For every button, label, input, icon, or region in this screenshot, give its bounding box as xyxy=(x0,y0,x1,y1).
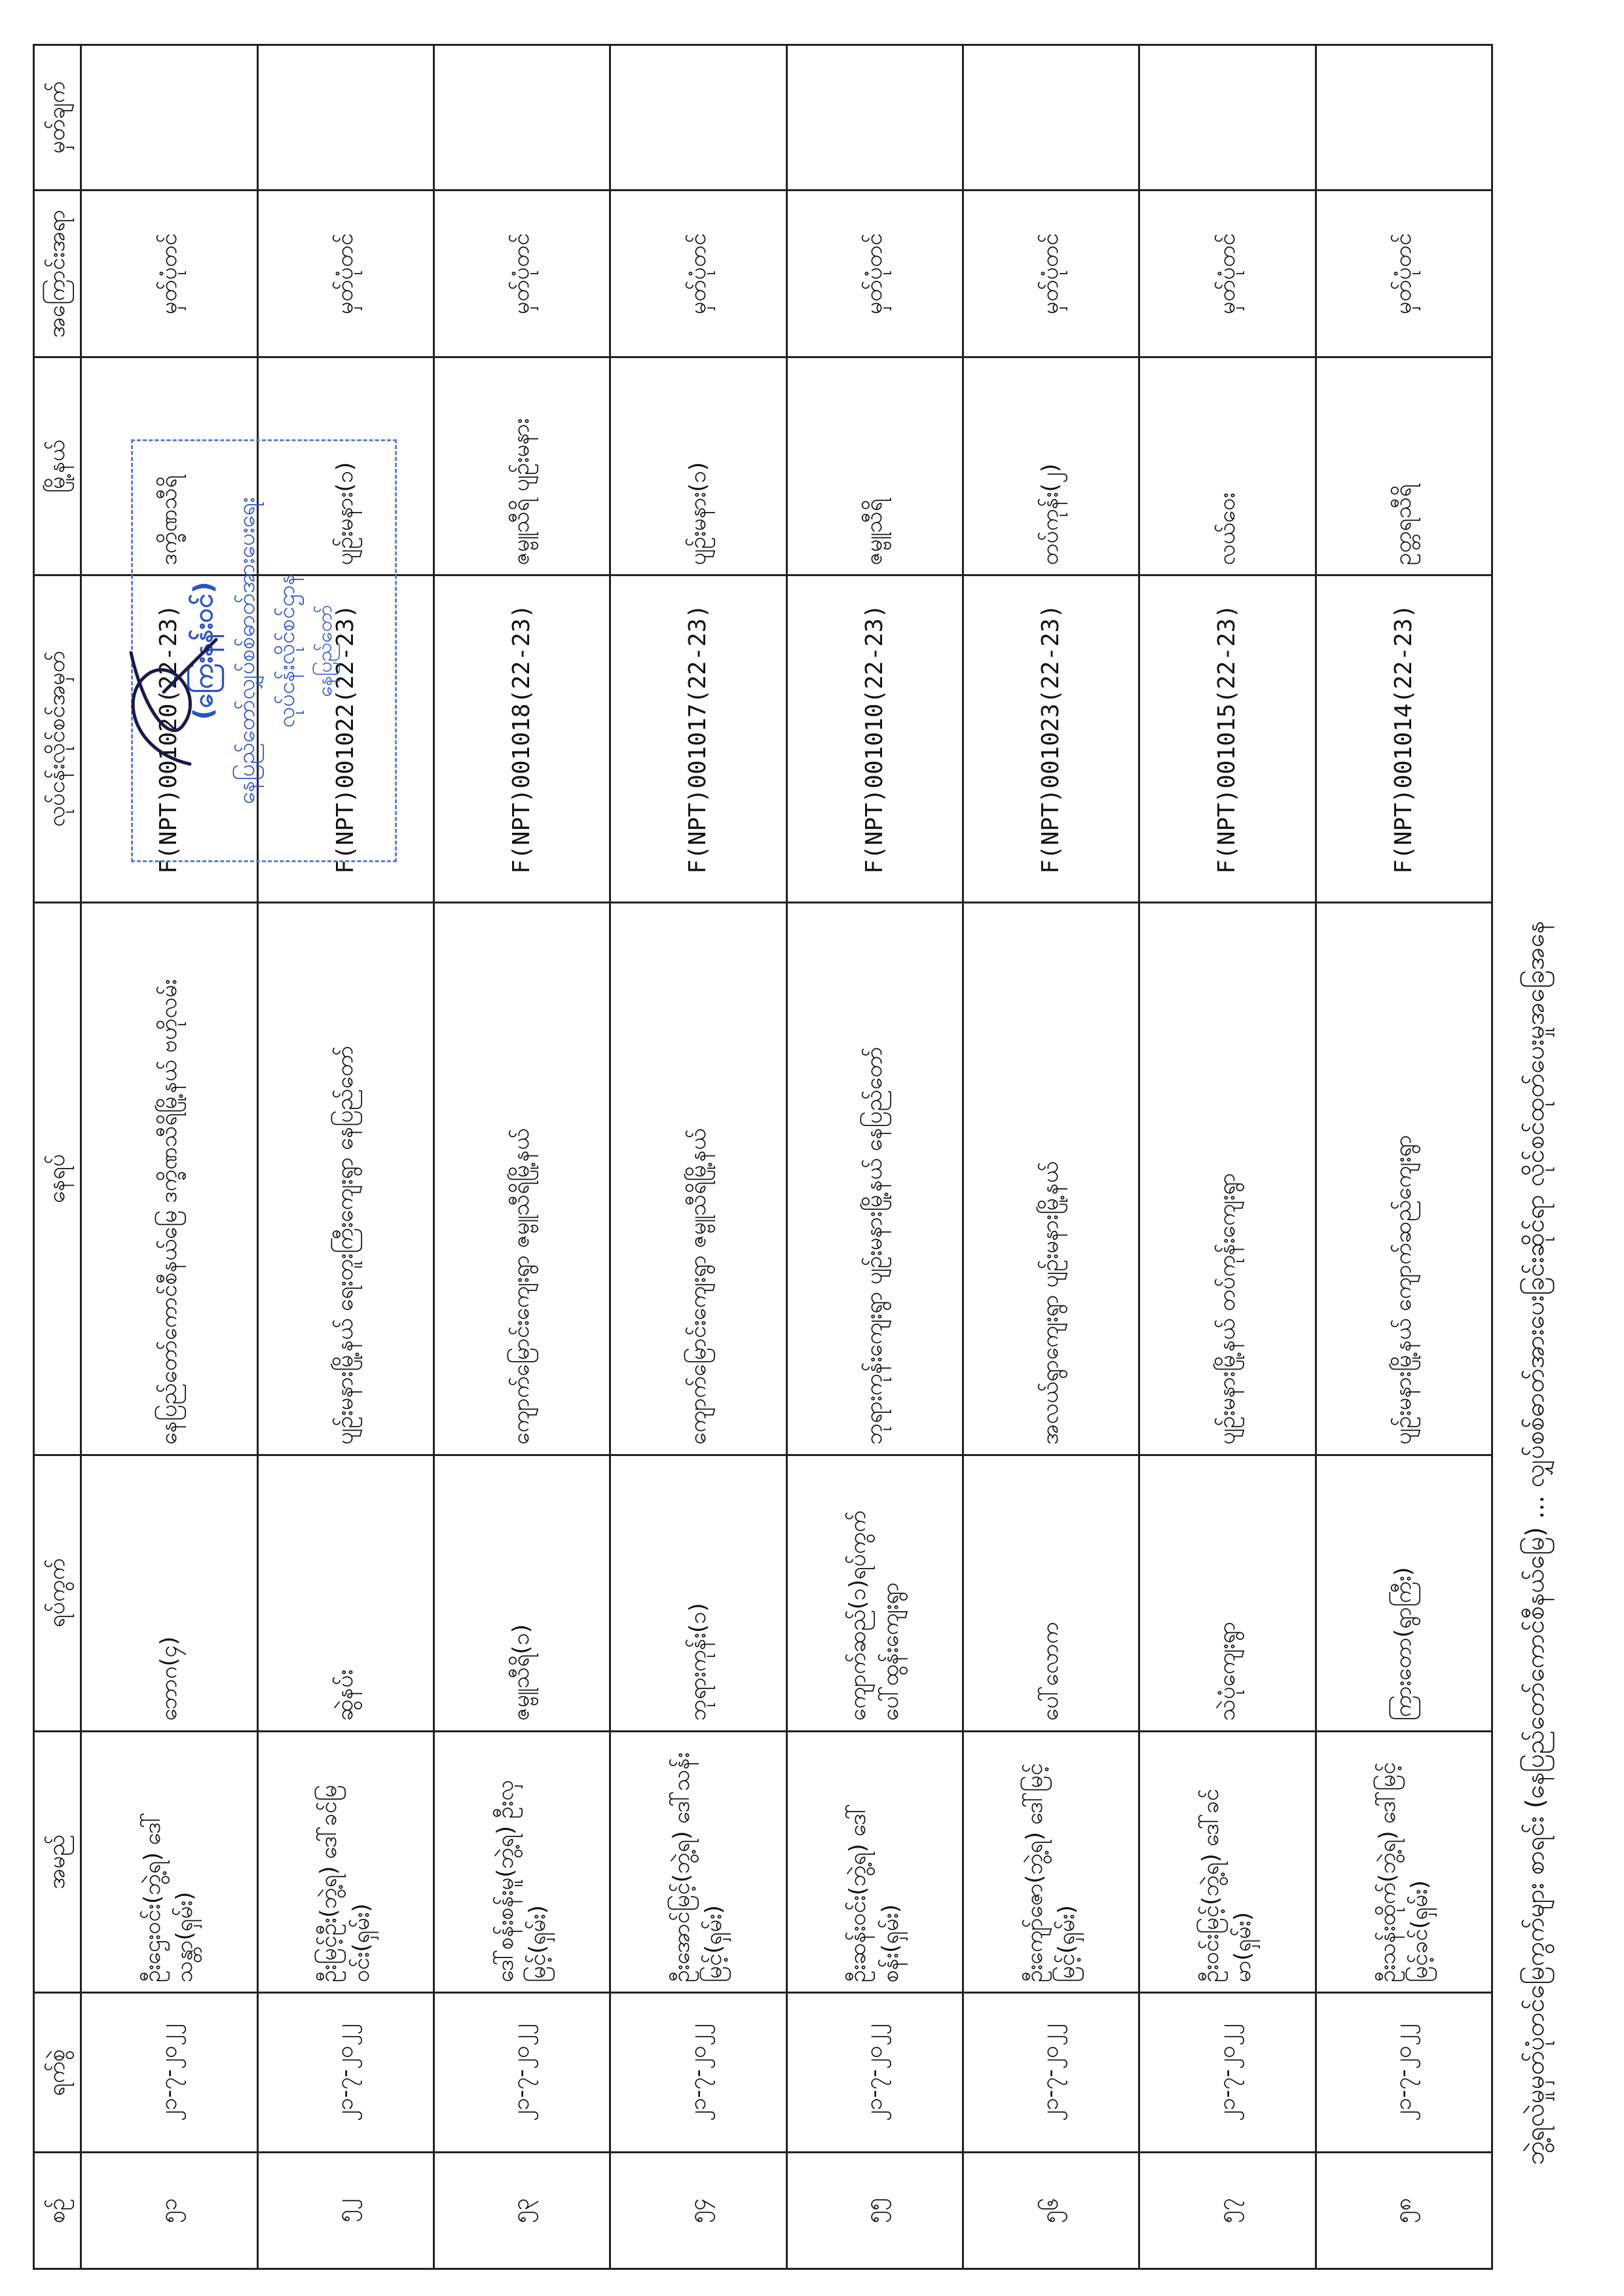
cell-date: ၂၁-၇-၂၀၂၂ xyxy=(1139,1993,1316,2153)
cell-village: ဘုရားကုန်း(၁) xyxy=(610,1455,786,1731)
cell-name: ဦးသန်းထိုက်(ဘွဲ့ရ) ဒေါ်မြင့်မြင့်ခင်(ရှမ်း) xyxy=(1316,1731,1492,1993)
cell-name: ဦးအောင်မြင့်(ဘွဲ့ရ) ဒေါ်သန်းမြင့်(ရှမ်း) xyxy=(610,1731,786,1993)
header-no: စဉ် xyxy=(34,2153,81,2269)
cell-no: ၅၄ xyxy=(610,2153,786,2269)
cell-permit: F(NPT)001017(22-23) xyxy=(610,575,786,903)
cell-name: ဦးမြင့်ဦး(ဘွဲ့ရ) ဒေါ်ခင်မြဝင်း(ရှမ်း) xyxy=(257,1731,434,1993)
header-date: ရက်စွဲ xyxy=(34,1993,81,2153)
cell-permit: F(NPT)001014(22-23) xyxy=(1316,575,1492,903)
cell-permit: F(NPT)001018(22-23) xyxy=(434,575,610,903)
cell-remark xyxy=(786,45,963,191)
cell-address: အလယ်ရွာကျေးရွာ ပျဉ်းမနားမြို့နယ် xyxy=(963,903,1139,1455)
table-row xyxy=(1316,45,1492,2269)
cell-village: သဲပုံကျေးရွာ xyxy=(1139,1455,1316,1731)
cell-remark xyxy=(610,45,786,191)
stamp-line-4: နေပြည်တော် xyxy=(314,604,337,697)
table-row xyxy=(610,45,786,2269)
cell-remark xyxy=(963,45,1139,191)
cell-date: ၂၁-၇-၂၀၂၂ xyxy=(1316,1993,1492,2153)
cell-township: ဒက္ခိဏသီရိ xyxy=(81,357,257,575)
cell-remark xyxy=(257,45,434,191)
header-name: အမည် xyxy=(34,1731,81,1993)
stamp-line-2: နေပြည်တော်လျှပ်စစ်ဓာတ်အားပေးရေး xyxy=(234,497,260,805)
cell-date: ၂၁-၇-၂၀၂၂ xyxy=(81,1993,257,2153)
cell-permit: F(NPT)001023(22-23) xyxy=(963,575,1139,903)
table-row xyxy=(963,45,1139,2269)
cell-status: မှတ်ပုံတင် xyxy=(610,191,786,357)
cell-village: ပေါ်လောက xyxy=(963,1455,1139,1731)
cell-no: ၅၆ xyxy=(963,2153,1139,2269)
cell-permit: F(NPT)001020(22-23) xyxy=(81,575,257,903)
cell-status: မှတ်ပုံတင် xyxy=(1316,191,1492,357)
cell-address: ကျောက်မြောင်းကျေးရွာ ဇမ္ဗူသီရိမြို့နယ် xyxy=(434,903,610,1455)
cell-village: ဆွဲနပ်း xyxy=(257,1455,434,1731)
cell-status: မှတ်ပုံတင် xyxy=(963,191,1139,357)
cell-township: တပ်ကုန်း(၂) xyxy=(963,357,1139,575)
cell-status: မှတ်ပုံတင် xyxy=(1139,191,1316,357)
header-status: အကြောင်းအရာ xyxy=(34,191,81,357)
table-row xyxy=(257,45,434,2269)
cell-remark xyxy=(81,45,257,191)
stamp-line-1: (ကြေးနန်းဝင်) xyxy=(189,581,219,720)
cell-township: ပျဉ်းမနား(၁) xyxy=(257,357,434,575)
cell-date: ၂၁-၇-၂၀၂၂ xyxy=(786,1993,963,2153)
cell-remark xyxy=(434,45,610,191)
cell-address: ဘုရားကုန်းကျေးရွာ ပျဉ်းမနားမြို့နယ် နေပြည်တော် xyxy=(786,903,963,1455)
header-township: မြို့နယ် xyxy=(34,357,81,575)
cell-village: ကြားတော(ရွာကြီး) xyxy=(1316,1455,1492,1731)
table-row xyxy=(786,45,963,2269)
cell-no: ၅၈ xyxy=(1316,2153,1492,2269)
cell-status: မှတ်ပုံတင် xyxy=(786,191,963,357)
cell-address: ပျဉ်းမနားမြို့နယ် ရေးတူးကြီးကျေးရွာ နေပြည်တော် xyxy=(257,903,434,1455)
cell-name: ဦးဝင်းမြင့်(ဘွဲ့ရ) ဒေါ်ခင်မာ(ရှမ်း) xyxy=(1139,1731,1316,1993)
cell-no: ၅၁ xyxy=(81,2153,257,2269)
header-permit: လုပ်ငန်းလိုင်စင်အမှတ် xyxy=(34,575,81,903)
table-row xyxy=(1139,45,1316,2269)
cell-address: ကျောက်မြောင်းကျေးရွာ ဇမ္ဗူသီရိမြို့နယ် xyxy=(610,903,786,1455)
cell-status: မှတ်ပုံတင် xyxy=(81,191,257,357)
table-header-row xyxy=(34,45,81,2269)
cell-name: ဦးဆန်းဝင်း(ဘွဲ့ရ) ဒေါ်စန်း(ရှမ်း) xyxy=(786,1731,963,1993)
cell-remark xyxy=(1139,45,1316,191)
cell-name: ဦးဌေးဝင်း(ဘွဲ့ရ) ဒေါ်သန္တာ(ရှမ်း) xyxy=(81,1731,257,1993)
cell-date: ၂၁-၇-၂၀၂၂ xyxy=(963,1993,1139,2153)
cell-township: ပျဉ်းမနား(၁) xyxy=(610,357,786,575)
cell-status: မှတ်ပုံတင် xyxy=(434,191,610,357)
table-row xyxy=(81,45,257,2269)
cell-no: ၅၃ xyxy=(434,2153,610,2269)
table-row xyxy=(434,45,610,2269)
document-title: ဘွဲ့ရလဲမှုမှတ်ပုံတင်မြေကွက်များ စာရင်း (နေပြည်တော်ကောင်စီနယ်မြေ) ... လျှပ်စစ်ဓာတ်အားပေးခြင်းဆိုင်ရာ လိုင်စင်ထုတ်ပေးမှုအခြေအနေ xyxy=(1521,920,1549,2165)
cell-no: ၅၇ xyxy=(1139,2153,1316,2269)
cell-village: ဇမ္ဗူသီရိ(၁) xyxy=(434,1455,610,1731)
header-address: နေရပ် xyxy=(34,903,81,1455)
cell-name: ဒေါ်စန်းစန်းမူ(ဘွဲ့ရ) ဦးလှမြင့်(ရှမ်း) xyxy=(434,1731,610,1993)
cell-remark xyxy=(1316,45,1492,191)
cell-address: ပျဉ်းမနားမြို့နယ် ကျောက်ဆည်ကျေးရွာ xyxy=(1316,903,1492,1455)
handwritten-signature xyxy=(92,620,236,790)
cell-township: ဇမ္ဗူသီရိ ပျဉ်းမနား xyxy=(434,357,610,575)
cell-name: ဦးကျော်ဇော(ဘွဲ့ရ) ဒေါ်မြင့်မြင့်(ရှမ်း) xyxy=(963,1731,1139,1993)
cell-address: ပျဉ်းမနားမြို့နယ် တပ်ကုန်းကျေးရွာ xyxy=(1139,903,1316,1455)
cell-date: ၂၁-၇-၂၀၂၂ xyxy=(434,1993,610,2153)
cell-date: ၂၁-၇-၂၀၂၂ xyxy=(610,1993,786,2153)
cell-village: ဘောဂ(၄) xyxy=(81,1455,257,1731)
cell-township: ဇမ္ဗူသီရိ xyxy=(786,357,963,575)
cell-township: ဥတ္တရသီရိ xyxy=(1316,357,1492,575)
header-village: ရပ်ကွက် xyxy=(34,1455,81,1731)
cell-address: နေပြည်တော်ကောင်စီနယ်မြေ ဒက္ခိဏသီရိမြို့နယ် ဗဟိုလမ်း xyxy=(81,903,257,1455)
cell-status: မှတ်ပုံတင် xyxy=(257,191,434,357)
cell-no: ၅၅ xyxy=(786,2153,963,2269)
cell-village: ကျောက်ဆည်(၁)ရပ်ကွက် ပေါ်ထွန်းကျေးရွာ xyxy=(786,1455,963,1731)
cell-date: ၂၁-၇-၂၀၂၂ xyxy=(257,1993,434,2153)
cell-township: လယ်ဝေး xyxy=(1139,357,1316,575)
cell-permit: F(NPT)001022(22-23) xyxy=(257,575,434,903)
license-register-table xyxy=(33,44,1493,2270)
stamp-line-3: လုပ်ငန်းလိုင်စင်ဌာန xyxy=(274,574,300,728)
header-remark: မှတ်ချက် xyxy=(34,45,81,191)
cell-permit: F(NPT)001010(22-23) xyxy=(786,575,963,903)
cell-no: ၅၂ xyxy=(257,2153,434,2269)
cell-permit: F(NPT)001015(22-23) xyxy=(1139,575,1316,903)
